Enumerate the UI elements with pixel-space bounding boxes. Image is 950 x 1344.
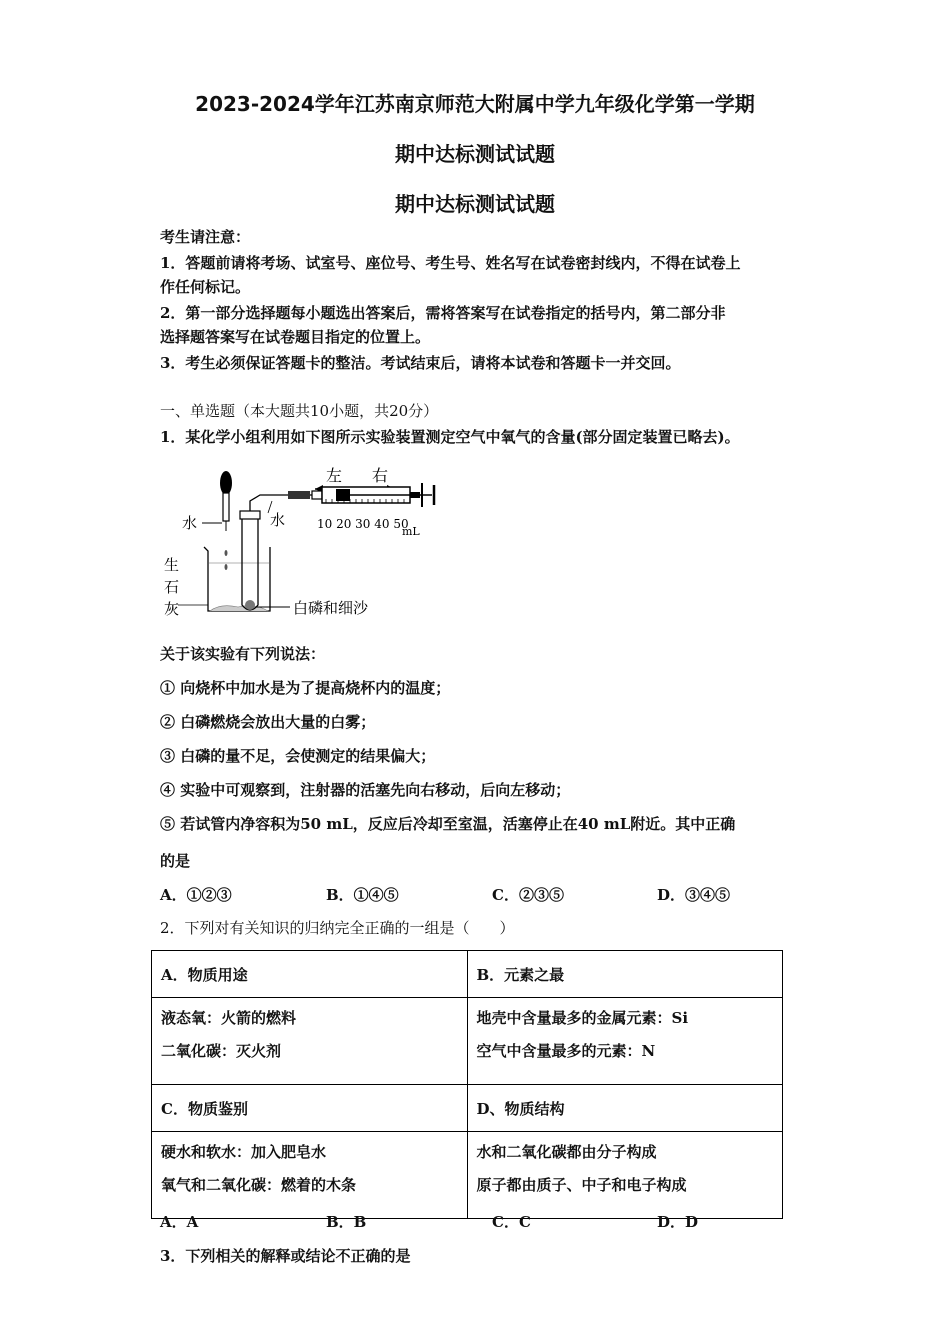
statement-continuation: 的是 xyxy=(160,852,191,870)
left-label: 左 xyxy=(326,466,343,485)
table-line: 液态氧：火箭的燃料 xyxy=(161,1009,297,1027)
table-line: 硬水和软水：加入肥皂水 xyxy=(161,1143,327,1161)
syringe-nozzle xyxy=(312,491,322,499)
statement: ① 向烧杯中加水是为了提高烧杯内的温度； xyxy=(160,679,451,697)
exam-subtitle: 期中达标测试试题 xyxy=(395,142,555,166)
white-phosphorus xyxy=(245,600,255,610)
table-cell-d-head: D、物质结构 xyxy=(467,1085,783,1132)
question-1-stem: 1．某化学小组利用如下图所示实验装置测定空气中氧气的含量(部分固定装置已略去)。 xyxy=(160,428,740,446)
table-line: 水和二氧化碳都由分子构成 xyxy=(476,1143,657,1161)
table-line: 空气中含量最多的元素：N xyxy=(476,1042,656,1060)
q2-option-d[interactable]: D．D xyxy=(657,1213,699,1231)
statement: ⑤ 若试管内净容积为50 mL，反应后冷却至室温，活塞停止在40 mL附近。其中正确 xyxy=(160,815,736,833)
q1-option-c[interactable]: C．②③⑤ xyxy=(492,886,564,904)
exam-subtitle-repeat: 期中达标测试试题 xyxy=(395,192,555,216)
table-cell-d-body xyxy=(467,1132,783,1219)
table-cell-a-head: A．物质用途 xyxy=(152,951,468,998)
question-3-stem: 3．下列相关的解释或结论不正确的是 xyxy=(160,1247,411,1265)
water-label-left: 水 xyxy=(182,514,198,532)
table-line: 氧气和二氧化碳：燃着的木条 xyxy=(161,1176,357,1194)
table-cell-a-body xyxy=(152,998,468,1085)
q1-option-a[interactable]: A．①②③ xyxy=(160,886,232,904)
notice-item: 3．考生必须保证答题卡的整洁。考试结束后，请将本试卷和答题卡一并交回。 xyxy=(160,354,681,372)
notice-item: 作任何标记。 xyxy=(160,278,251,296)
question-1-intro: 关于该实验有下列说法： xyxy=(160,645,326,663)
table-line: 地壳中含量最多的金属元素：Si xyxy=(476,1009,689,1027)
notice-heading: 考生请注意： xyxy=(160,228,251,246)
notice-item: 选择题答案写在试卷题目指定的位置上。 xyxy=(160,328,431,346)
water-drop xyxy=(225,550,228,556)
water-label-right: 水 xyxy=(270,511,286,529)
table-cell-b-body xyxy=(467,998,783,1085)
statement: ④ 实验中可观察到，注射器的活塞先向右移动，后向左移动； xyxy=(160,781,571,799)
table-cell-c-body xyxy=(152,1132,468,1219)
right-label: 右 xyxy=(372,466,389,485)
q2-option-a[interactable]: A．A xyxy=(160,1213,199,1231)
tube-stopper xyxy=(240,511,260,519)
rubber-tube xyxy=(288,491,310,499)
phosphorus-label: 白磷和细沙 xyxy=(293,599,369,617)
dropper-bulb xyxy=(220,471,232,495)
section-heading: 一、单选题（本大题共10小题，共20分） xyxy=(160,402,439,420)
syringe-scale: 10 20 30 40 50 xyxy=(317,517,409,531)
table-cell-c-head: C．物质鉴别 xyxy=(152,1085,468,1132)
table-line: 原子都由质子、中子和电子构成 xyxy=(476,1176,687,1194)
beaker xyxy=(204,547,270,611)
notice-item: 1．答题前请将考场、试室号、座位号、考生号、姓名写在试卷密封线内，不得在试卷上 xyxy=(160,254,741,272)
test-tube xyxy=(242,519,258,610)
syringe-unit: mL xyxy=(402,525,420,538)
quicklime-label: 石 xyxy=(164,578,180,596)
water-drop xyxy=(225,564,228,570)
knowledge-table xyxy=(151,950,783,1219)
q2-option-b[interactable]: B．B xyxy=(326,1213,367,1231)
exam-title: 2023-2024学年江苏南京师范大附属中学九年级化学第一学期 xyxy=(195,92,755,116)
q2-option-c[interactable]: C．C xyxy=(492,1213,531,1231)
question-2-stem: 2．下列对有关知识的归纳完全正确的一组是（ ） xyxy=(160,919,515,937)
quicklime-label: 灰 xyxy=(164,600,180,618)
quicklime xyxy=(210,606,268,611)
q1-option-b[interactable]: B．①④⑤ xyxy=(326,886,399,904)
quicklime-label: 生 xyxy=(164,556,180,574)
apparatus-figure xyxy=(160,455,460,625)
dropper-tube xyxy=(223,493,229,521)
statement: ② 白磷燃烧会放出大量的白雾； xyxy=(160,713,376,731)
notice-item: 2．第一部分选择题每小题选出答案后，需将答案写在试卷指定的括号内，第二部分非 xyxy=(160,304,726,322)
syringe-grip xyxy=(410,492,420,498)
table-cell-b-head: B．元素之最 xyxy=(467,951,783,998)
q1-option-d[interactable]: D．③④⑤ xyxy=(657,886,731,904)
statement: ③ 白磷的量不足，会使测定的结果偏大； xyxy=(160,747,436,765)
table-line: 二氧化碳：灭火剂 xyxy=(161,1042,282,1060)
